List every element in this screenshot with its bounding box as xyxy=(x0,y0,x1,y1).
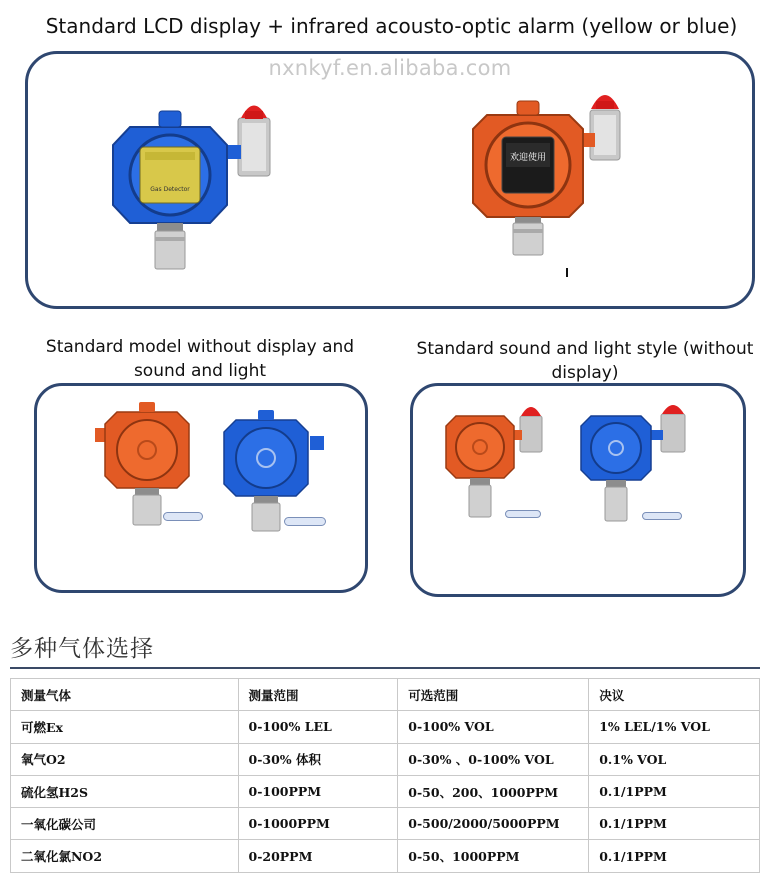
table-cell: 0-20PPM xyxy=(238,840,398,872)
header-optional-range: 可选范围 xyxy=(398,679,589,711)
tag-label xyxy=(284,517,326,526)
tag-label xyxy=(505,510,541,518)
table-cell: 0-500/2000/5000PPM xyxy=(398,808,589,840)
blue-lcd-screen-text: Gas Detector xyxy=(150,186,190,193)
table-cell: 0-100% VOL xyxy=(398,711,589,743)
table-cell: 0-30% 、0-100% VOL xyxy=(398,743,589,775)
orange-lcd-detector-image xyxy=(465,85,635,260)
table-cell: 0-100% LEL xyxy=(238,711,398,743)
tag-label xyxy=(163,512,203,521)
table-cell: 可燃Ex xyxy=(11,711,239,743)
table-row xyxy=(11,711,760,743)
table-cell: 0-30% 体积 xyxy=(238,743,398,775)
header-range: 测量范围 xyxy=(238,679,398,711)
header-gas: 测量气体 xyxy=(11,679,239,711)
table-cell: 一氧化碳公司 xyxy=(11,808,239,840)
table-cell: 0.1/1PPM xyxy=(589,808,760,840)
orange-alarm-detector-image xyxy=(440,402,550,522)
sound-light-heading: Standard sound and light style (without display) xyxy=(416,339,754,383)
orange-lcd-screen-text: 欢迎使用 xyxy=(509,153,547,163)
table-row xyxy=(11,743,760,775)
table-header-row xyxy=(11,679,760,711)
orange-detector-image xyxy=(95,400,215,530)
section-title: 多种气体选择 xyxy=(10,636,154,662)
blue-alarm-detector-image xyxy=(575,402,695,524)
table-cell: 硫化氢H2S xyxy=(11,775,239,807)
table-row xyxy=(11,808,760,840)
table-cell: 0.1/1PPM xyxy=(589,775,760,807)
table-row xyxy=(11,840,760,872)
table-row xyxy=(11,775,760,807)
table-cell: 1% LEL/1% VOL xyxy=(589,711,760,743)
top-heading: Standard LCD display + infrared acousto-optic alarm (yellow or blue) xyxy=(45,14,738,38)
section-divider xyxy=(10,667,760,669)
table-cell: 0.1/1PPM xyxy=(589,840,760,872)
blue-lcd-detector-image xyxy=(95,105,285,275)
table-cell: 0-1000PPM xyxy=(238,808,398,840)
watermark: nxnkyf.en.alibaba.com xyxy=(268,56,512,80)
tag-label xyxy=(642,512,682,520)
table-cell: 二氧化氯NO2 xyxy=(11,840,239,872)
header-resolution: 决议 xyxy=(589,679,760,711)
no-display-heading: Standard model without display and sound and light xyxy=(45,337,355,381)
gas-options-table xyxy=(10,678,760,873)
table-cell: 氧气O2 xyxy=(11,743,239,775)
table-cell: 0.1% VOL xyxy=(589,743,760,775)
table-cell: 0-50、200、1000PPM xyxy=(398,775,589,807)
table-cell: 0-100PPM xyxy=(238,775,398,807)
table-cell: 0-50、1000PPM xyxy=(398,840,589,872)
blue-detector-image xyxy=(218,408,328,533)
stray-mark xyxy=(566,268,568,277)
